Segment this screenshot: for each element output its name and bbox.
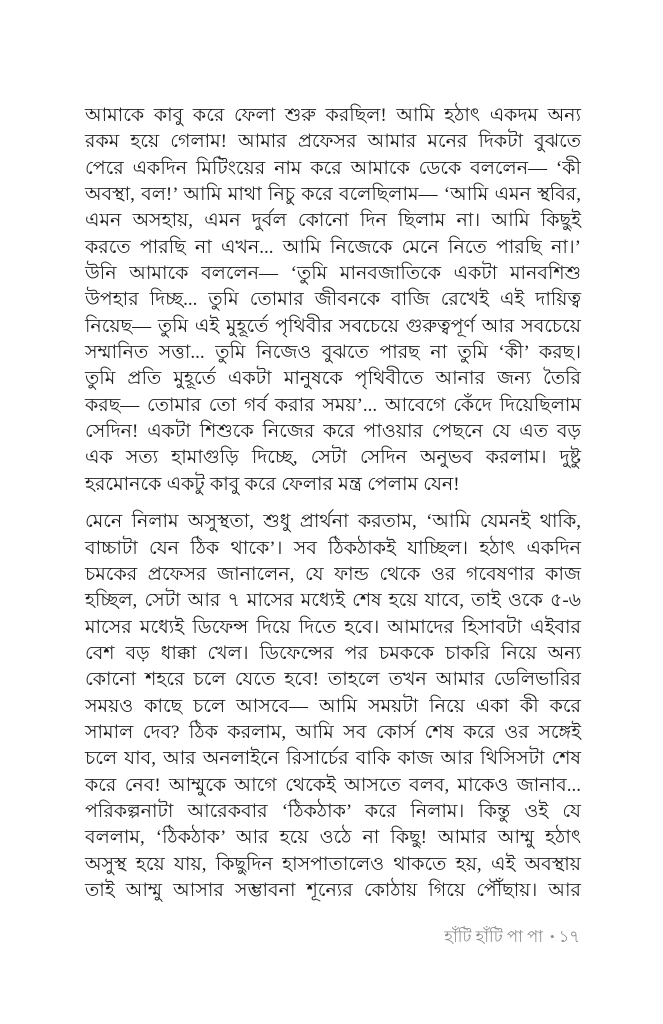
text-line: পরিকল্পনাটা আরেকবার ‘ঠিকঠাক’ করে নিলাম। কিন্তু ওই যে [85, 800, 581, 822]
text-line: হচ্ছিল, সেটা আর ৭ মাসের মধ্যেই শেষ হয়ে যাবে, তাই ওকে ৫-৬ [85, 590, 581, 612]
text-line: মাসের মধ্যেই ডিফেন্স দিয়ে দিতে হবে। আমাদের হিসাবটা এইবার [85, 616, 581, 638]
text-line: বললাম, ‘ঠিকঠাক’ আর হয়ে ওঠে না কিছু! আমার আম্মু হঠাৎ [85, 827, 581, 849]
text-line: এমন অসহায়, এমন দুর্বল কোনো দিন ছিলাম না। আমি কিছুই [85, 210, 581, 232]
text-line: সম্মানিত সত্তা... তুমি নিজেও বুঝতে পারছ না তুমি ‘কী’ করছ। [85, 342, 581, 364]
text-line: সেদিন! একটা শিশুকে নিজের করে পাওয়ার পেছনে যে এত বড় [85, 421, 581, 443]
text-line: সময়ও কাছে চলে আসবে— আমি সময়টা নিয়ে একা কী করে [85, 695, 581, 717]
text-line: অবস্থা, বল!’ আমি মাথা নিচু করে বলেছিলাম— ‘আমি এমন স্থবির, [85, 184, 581, 206]
text-line: নিয়েছ— তুমি এই মুহূর্তে পৃথিবীর সবচেয়ে গুরুত্বপূর্ণ আর সবচেয়ে [85, 315, 581, 337]
text-line: চলে যাব, আর অনলাইনে রিসার্চের বাকি কাজ আর থিসিসটা শেষ [85, 748, 581, 770]
text-line: উনি আমাকে বললেন— ‘তুমি মানবজাতিকে একটা মানবশিশু [85, 263, 581, 285]
text-line: করতে পারছি না এখন... আমি নিজেকে মেনে নিতে পারছি না।’ [85, 236, 581, 258]
text-line: অসুস্থ হয়ে যায়, কিছুদিন হাসপাতালেও থাকতে হয়, এই অবস্থায় [85, 853, 581, 875]
footer-book-title: হাঁটি হাঁটি পা পা [444, 927, 543, 946]
text-line: তাই আম্মু আসার সম্ভাবনা শূন্যের কোঠায় গিয়ে পৌঁছায়। আর [85, 879, 581, 901]
paragraph-1 [85, 103, 581, 498]
paragraph-2 [85, 509, 581, 904]
footer-page-number: ১৭ [558, 927, 580, 946]
text-line: সামাল দেব? ঠিক করলাম, আমি সব কোর্স শেষ করে ওর সঙ্গেই [85, 721, 581, 743]
text-line: উপহার দিচ্ছ... তুমি তোমার জীবনকে বাজি রেখেই এই দায়িত্ব [85, 289, 581, 311]
text-line: চমকের প্রফেসর জানালেন, যে ফান্ড থেকে ওর গবেষণার কাজ [85, 563, 581, 585]
footer-separator-bullet: • [550, 929, 555, 944]
text-line: করছ— তোমার তো গর্ব করার সময়’... আবেগে কেঁদে দিয়েছিলাম [85, 394, 581, 416]
text-line: করে নেব! আম্মুকে আগে থেকেই আসতে বলব, মাকেও জানাব... [85, 774, 581, 796]
text-line: রকম হয়ে গেলাম! আমার প্রফেসর আমার মনের দিকটা বুঝতে [85, 131, 581, 153]
text-line: বেশ বড় ধাক্কা খেল। ডিফেন্সের পর চমককে চাকরি নিয়ে অন্য [85, 642, 581, 664]
text-line: হরমোনকে একটু কাবু করে ফেলার মন্ত্র পেলাম যেন! [85, 473, 460, 495]
text-line: আমাকে কাবু করে ফেলা শুরু করছিল! আমি হঠাৎ একদম অন্য [85, 105, 581, 126]
text-line: পেরে একদিন মিটিংয়ের নাম করে আমাকে ডেকে বললেন— ‘কী [85, 157, 581, 179]
text-line: মেনে নিলাম অসুস্থতা, শুধু প্রার্থনা করতাম, ‘আমি যেমনই থাকি, [85, 511, 581, 533]
page-footer [444, 926, 580, 948]
text-line: তুমি প্রতি মুহূর্তে একটা মানুষকে পৃথিবীতে আনার জন্য তৈরি [85, 368, 581, 390]
page-body-text [85, 103, 581, 904]
text-line: বাচ্চাটা যেন ঠিক থাকে’। সব ঠিকঠাকই যাচ্ছিল। হঠাৎ একদিন [85, 537, 581, 559]
text-line: কোনো শহরে চলে যেতে হবে! তাহলে তখন আমার ডেলিভারির [85, 669, 581, 691]
text-line: এক সত্য হামাগুড়ি দিচ্ছে, সেটা সেদিন অনুভব করলাম। দুষ্টু [85, 447, 581, 469]
